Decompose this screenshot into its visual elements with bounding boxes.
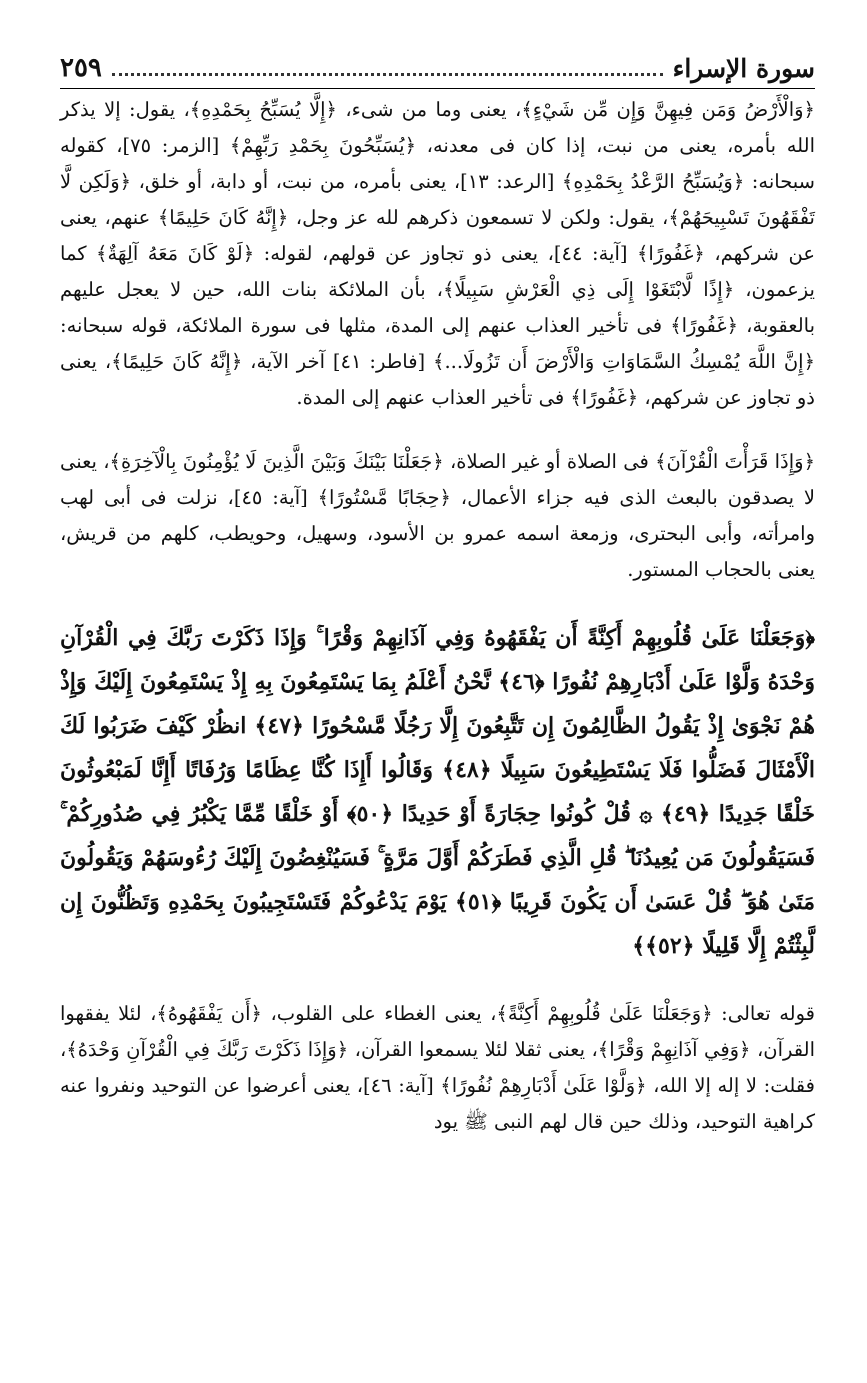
tafsir-paragraph-3: قوله تعالى: ﴿وَجَعَلْنَا عَلَىٰ قُلُوبِهِمْ أَكِنَّةً﴾، يعنى الغطاء على القلوب، ﴿أَن يَفْقَهُوهُ﴾، لئلا يفقهوا القرآن، ﴿وَفِي آذَانِهِمْ وَقْرًا﴾، يعنى ثقلا لئلا يسمعوا القرآن، ﴿وَإِذَا ذَكَرْتَ رَبَّكَ فِي الْقُرْآنِ وَحْدَهُ﴾، فقلت: لا إله إلا الله، ﴿وَلَّوْا عَلَىٰ أَدْبَارِهِمْ نُفُورًا﴾ [آية: ٤٦]، يعنى أعرضوا عن التوحيد ونفروا عنه كراهية التوحيد، وذلك حين قال لهم النبى ﷺ يود: [60, 1002, 815, 1133]
tafsir-paragraph-2: ﴿وَإِذَا قَرَأْتَ الْقُرْآنَ﴾ فى الصلاة أو غير الصلاة، ﴿جَعَلْنَا بَيْنَكَ وَبَيْنَ الَّذِينَ لَا يُؤْمِنُونَ بِالْآخِرَةِ﴾، يعنى لا يصدقون بالبعث الذى فيه جزاء الأعمال، ﴿حِجَابًا مَّسْتُورًا﴾ [آية: ٤٥]، نزلت فى أبى لهب وامرأته، وأبى البحترى، وزمعة اسمه عمرو بن الأسود، وسهيل، وحويطب، كلهم من قريش، يعنى بالحجاب المستور.: [60, 450, 815, 581]
paragraph-gap: [60, 416, 815, 444]
page-header: [60, 48, 815, 89]
page-number: ٢٥٩: [60, 53, 102, 83]
page-body: [60, 92, 815, 1363]
tafsir-paragraph-1: ﴿وَالْأَرْضُ وَمَن فِيهِنَّ وَإِن مِّن شَيْءٍ﴾، يعنى وما من شىء، ﴿إِلَّا يُسَبِّحُ بِحَمْدِهِ﴾، يقول: إلا يذكر الله بأمره، يعنى من نبت، إذا كان فى معدنه، ﴿يُسَبِّحُونَ بِحَمْدِ رَبِّهِمْ﴾ [الزمر: ٧٥]، كقوله سبحانه: ﴿وَيُسَبِّحُ الرَّعْدُ بِحَمْدِهِ﴾ [الرعد: ١٣]، يعنى بأمره، من نبت، أو دابة، أو خلق، ﴿وَلَكِن لَّا تَفْقَهُونَ تَسْبِيحَهُمْ﴾، يقول: ولكن لا تسمعون ذكرهم لله عز وجل، ﴿إِنَّهُ كَانَ حَلِيمًا﴾ عنهم، يعنى عن شركهم، ﴿غَفُورًا﴾ [آية: ٤٤]، يعنى ذو تجاوز عن قولهم، لقوله: ﴿لَوْ كَانَ مَعَهُ آلِهَةٌ﴾ كما يزعمون، ﴿إِذًا لَّابْتَغَوْا إِلَى ذِي الْعَرْشِ سَبِيلًا﴾، بأن الملائكة بنات الله، حين لا يعجل عليهم بالعقوبة، ﴿غَفُورًا﴾ فى تأخير العذاب عنهم إلى المدة، مثلها فى سورة الملائكة، قوله سبحانه: ﴿إِنَّ اللَّهَ يُمْسِكُ السَّمَاوَاتِ وَالْأَرْضَ أَن تَزُولَا...﴾ [فاطر: ٤١] آخر الآية، ﴿إِنَّهُ كَانَ حَلِيمًا﴾، يعنى ذو تجاوز عن شركهم، ﴿غَفُورًا﴾ فى تأخير العذاب عنهم إلى المدة.: [60, 98, 815, 409]
paragraph-gap: [60, 588, 815, 616]
header-dot-leader: [112, 61, 663, 76]
paragraph-gap: [60, 968, 815, 996]
quran-verses-block: ﴿وَجَعَلْنَا عَلَىٰ قُلُوبِهِمْ أَكِنَّةً أَن يَفْقَهُوهُ وَفِي آذَانِهِمْ وَقْرًا ۚ وَإِذَا ذَكَرْتَ رَبَّكَ فِي الْقُرْآنِ وَحْدَهُ وَلَّوْا عَلَىٰ أَدْبَارِهِمْ نُفُورًا ﴿٤٦﴾ نَّحْنُ أَعْلَمُ بِمَا يَسْتَمِعُونَ بِهِ إِذْ يَسْتَمِعُونَ إِلَيْكَ وَإِذْ هُمْ نَجْوَىٰ إِذْ يَقُولُ الظَّالِمُونَ إِن تَتَّبِعُونَ إِلَّا رَجُلًا مَّسْحُورًا ﴿٤٧﴾ انظُرْ كَيْفَ ضَرَبُوا لَكَ الْأَمْثَالَ فَضَلُّوا فَلَا يَسْتَطِيعُونَ سَبِيلًا ﴿٤٨﴾ وَقَالُوا أَإِذَا كُنَّا عِظَامًا وَرُفَاتًا أَإِنَّا لَمَبْعُوثُونَ خَلْقًا جَدِيدًا ﴿٤٩﴾ ۞ قُلْ كُونُوا حِجَارَةً أَوْ حَدِيدًا ﴿٥٠﴾ أَوْ خَلْقًا مِّمَّا يَكْبُرُ فِي صُدُورِكُمْ ۚ فَسَيَقُولُونَ مَن يُعِيدُنَا ۖ قُلِ الَّذِي فَطَرَكُمْ أَوَّلَ مَرَّةٍ ۚ فَسَيُنْغِضُونَ إِلَيْكَ رُءُوسَهُمْ وَيَقُولُونَ مَتَىٰ هُوَ ۖ قُلْ عَسَىٰ أَن يَكُونَ قَرِيبًا ﴿٥١﴾ يَوْمَ يَدْعُوكُمْ فَتَسْتَجِيبُونَ بِحَمْدِهِ وَتَظُنُّونَ إِن لَّبِثْتُمْ إِلَّا قَلِيلًا ﴿٥٢﴾﴾: [60, 625, 815, 959]
surah-title: سورة الإسراء: [672, 53, 815, 83]
